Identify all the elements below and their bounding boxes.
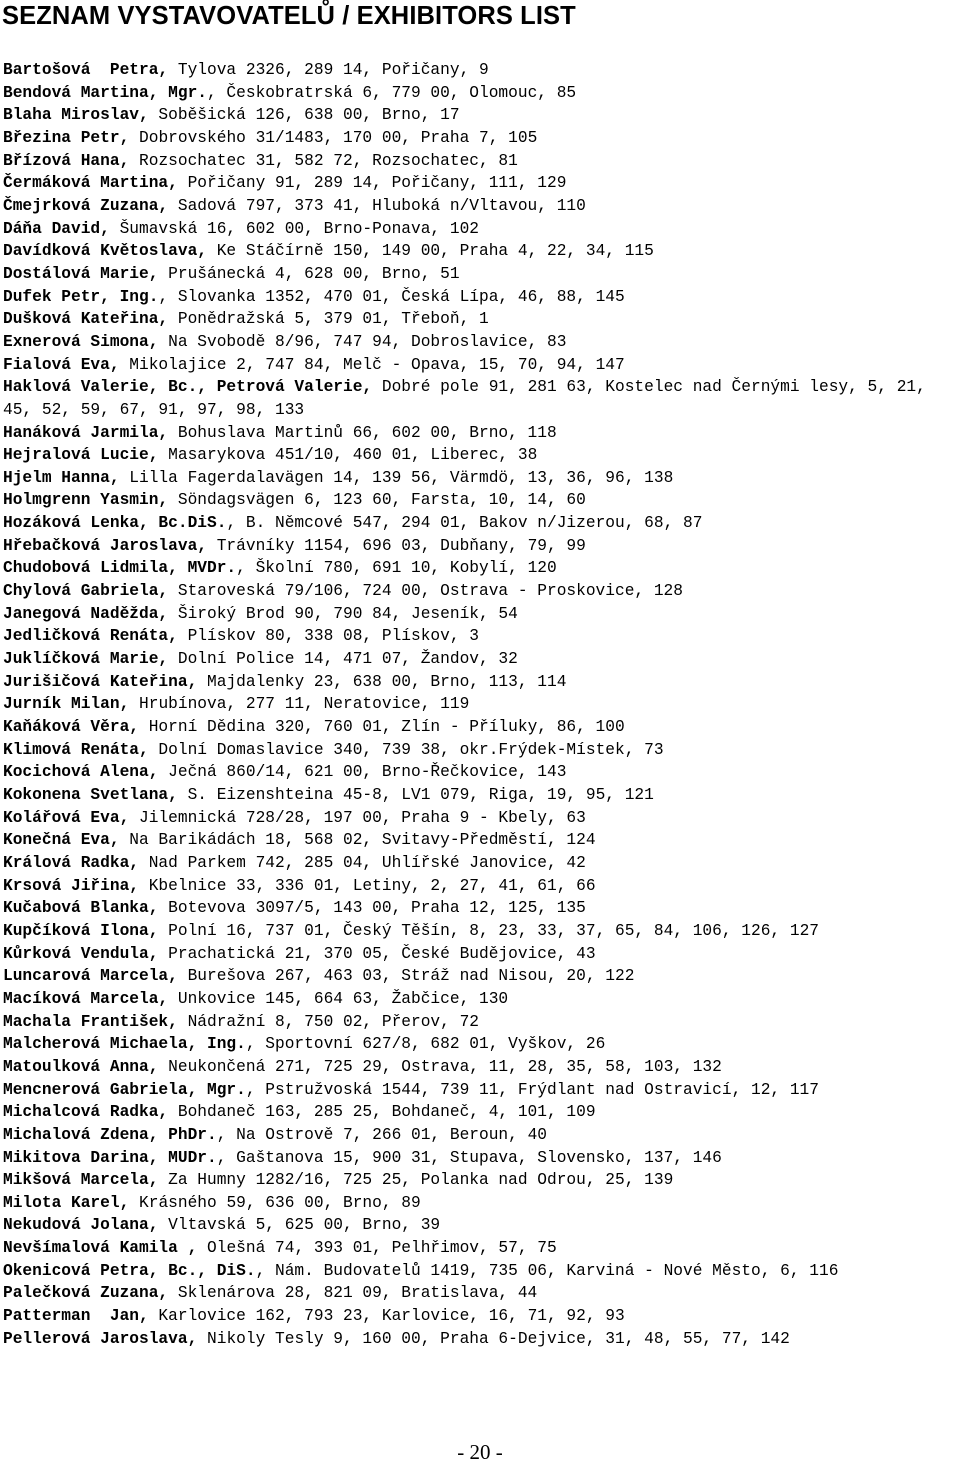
exhibitor-name: Dáňa David, <box>3 219 110 238</box>
exhibitor-name: Bendová Martina, Mgr. <box>3 83 207 102</box>
exhibitor-entry <box>3 807 959 830</box>
page-number: - 20 - <box>457 1440 503 1464</box>
exhibitor-name: Malcherová Michaela, Ing. <box>3 1035 246 1054</box>
exhibitor-name: Jurník Milan, <box>3 695 130 714</box>
exhibitor-name: Palečková Zuzana, <box>3 1284 169 1303</box>
exhibitor-address: Botevova 3097/5, 143 00, Praha 12, 125, 135 <box>158 899 586 918</box>
exhibitor-entry <box>3 1033 959 1056</box>
exhibitor-entry <box>3 82 959 105</box>
exhibitor-name: Juklíčková Marie, <box>3 650 169 669</box>
exhibitor-address: Polní 16, 737 01, Český Těšín, 8, 23, 33, 37, 65, 84, 106, 126, 127 <box>158 921 819 940</box>
exhibitor-entry <box>3 1328 959 1351</box>
exhibitor-entry <box>3 422 959 445</box>
exhibitor-name: Milota Karel, <box>3 1193 130 1212</box>
exhibitor-address: Lilla Fagerdalavägen 14, 139 56, Värmdö, 13, 36, 96, 138 <box>119 468 674 487</box>
exhibitor-name: Luncarová Marcela, <box>3 967 178 986</box>
exhibitor-entry <box>3 761 959 784</box>
exhibitor-entry <box>3 739 959 762</box>
exhibitor-name: Kučabová Blanka, <box>3 899 159 918</box>
exhibitor-entry <box>3 240 959 263</box>
exhibitor-entry <box>3 943 959 966</box>
exhibitor-name: Hřebačková Jaroslava, <box>3 536 207 555</box>
exhibitor-entry <box>3 489 959 512</box>
exhibitor-entry <box>3 557 959 580</box>
exhibitor-entry <box>3 829 959 852</box>
exhibitor-entry <box>3 1056 959 1079</box>
exhibitor-entry <box>3 1169 959 1192</box>
exhibitor-name: Kokonena Svetlana, <box>3 786 178 804</box>
exhibitor-address: Pořičany 91, 289 14, Pořičany, 111, 129 <box>177 174 567 193</box>
exhibitor-address: Majdalenky 23, 638 00, Brno, 113, 114 <box>197 672 567 691</box>
exhibitor-address: Za Humny 1282/16, 725 25, Polanka nad Odrou, 25, 139 <box>158 1171 674 1190</box>
exhibitor-entry <box>3 1124 959 1147</box>
exhibitor-address: Dolní Domaslavice 340, 739 38, okr.Frýdek-Místek, 73 <box>148 740 664 759</box>
exhibitor-address: Široký Brod 90, 790 84, Jeseník, 54 <box>168 604 518 623</box>
exhibitor-address: , Školní 780, 691 10, Kobylí, 120 <box>236 559 557 578</box>
exhibitor-address: Olešná 74, 393 01, Pelhřimov, 57, 75 <box>197 1239 557 1258</box>
exhibitor-entry <box>3 512 959 535</box>
exhibitor-entry <box>3 716 959 739</box>
exhibitor-address: Ječná 860/14, 621 00, Brno-Řečkovice, 143 <box>158 763 567 782</box>
exhibitor-address: Burešova 267, 463 03, Stráž nad Nisou, 20, 122 <box>177 967 635 986</box>
exhibitor-name: Konečná Eva, <box>3 831 120 850</box>
exhibitor-address: Sadová 797, 373 41, Hluboká n/Vltavou, 110 <box>168 196 586 215</box>
exhibitor-address: Nikoly Tesly 9, 160 00, Praha 6-Dejvice, 31, 48, 55, 77, 142 <box>197 1329 790 1348</box>
exhibitor-address: Horní Dědina 320, 760 01, Zlín - Příluky, 86, 100 <box>139 718 625 737</box>
exhibitor-entry <box>3 263 959 286</box>
exhibitor-address: Dobré pole 91, 281 63, Kostelec nad Černými lesy, 5, 21, 45, 52, 59, 67, 91, 97, 98, 133 <box>3 378 936 419</box>
exhibitor-entry <box>3 988 959 1011</box>
exhibitor-entry <box>3 625 959 648</box>
exhibitor-entry <box>3 1214 959 1237</box>
exhibitor-name: Davídková Květoslava, <box>3 242 207 261</box>
exhibitor-entry <box>3 331 959 354</box>
exhibitor-address: Dolní Police 14, 471 07, Žandov, 32 <box>168 650 518 669</box>
exhibitor-name: Blaha Miroslav, <box>3 106 149 125</box>
exhibitor-address: Šumavská 16, 602 00, Brno-Ponava, 102 <box>109 219 479 238</box>
exhibitor-entry <box>3 965 959 988</box>
exhibitor-name: Haklová Valerie, Bc., Petrová Valerie, <box>3 378 373 397</box>
exhibitor-name: Kolářová Eva, <box>3 808 130 827</box>
exhibitor-entry <box>3 1147 959 1170</box>
exhibitor-name: Dušková Kateřina, <box>3 310 169 329</box>
exhibitor-address: Söndagsvägen 6, 123 60, Farsta, 10, 14, 60 <box>168 491 586 510</box>
exhibitor-entry <box>3 875 959 898</box>
exhibitor-entry <box>3 308 959 331</box>
exhibitor-entry <box>3 104 959 127</box>
exhibitor-address: Vltavská 5, 625 00, Brno, 39 <box>158 1216 441 1235</box>
exhibitor-entry <box>3 172 959 195</box>
exhibitor-entry <box>3 671 959 694</box>
exhibitor-name: Čmejrková Zuzana, <box>3 196 169 215</box>
exhibitor-entry <box>3 467 959 490</box>
exhibitor-entry <box>3 1260 959 1283</box>
exhibitor-entry <box>3 920 959 943</box>
exhibitor-name: Okenicová Petra, Bc., DiS. <box>3 1261 256 1280</box>
exhibitor-address: Masarykova 451/10, 460 01, Liberec, 38 <box>158 446 538 465</box>
exhibitor-address: Soběšická 126, 638 00, Brno, 17 <box>148 106 460 125</box>
exhibitor-entry <box>3 1282 959 1305</box>
exhibitor-address: Plískov 80, 338 08, Plískov, 3 <box>177 627 479 646</box>
exhibitor-name: Kocichová Alena, <box>3 763 159 782</box>
exhibitor-name: Mikšová Marcela, <box>3 1171 159 1190</box>
exhibitor-address: Bohuslava Martinů 66, 602 00, Brno, 118 <box>168 423 557 442</box>
exhibitor-address: Jilemnická 728/28, 197 00, Praha 9 - Kbely, 63 <box>129 808 586 827</box>
exhibitor-address: Nad Parkem 742, 285 04, Uhlířské Janovice, 42 <box>139 853 586 872</box>
exhibitor-address: Prušánecká 4, 628 00, Brno, 51 <box>158 264 460 283</box>
exhibitor-address: Karlovice 162, 793 23, Karlovice, 16, 71, 92, 93 <box>148 1307 625 1326</box>
exhibitor-address: Nádražní 8, 750 02, Přerov, 72 <box>177 1012 479 1031</box>
exhibitor-address: Kbelnice 33, 336 01, Letiny, 2, 27, 41, 61, 66 <box>139 876 596 895</box>
exhibitor-name: Janegová Naděžda, <box>3 604 169 623</box>
exhibitor-name: Krsová Jiřina, <box>3 876 139 895</box>
exhibitor-address: Neukončená 271, 725 29, Ostrava, 11, 28, 35, 58, 103, 132 <box>158 1057 722 1076</box>
exhibitor-address: , Slovanka 1352, 470 01, Česká Lípa, 46, 88, 145 <box>158 287 625 306</box>
exhibitor-entry <box>3 1011 959 1034</box>
exhibitor-address: , Gaštanova 15, 900 31, Stupava, Slovensko, 137, 146 <box>216 1148 722 1167</box>
exhibitor-entry <box>3 1305 959 1328</box>
exhibitor-address: Staroveská 79/106, 724 00, Ostrava - Proskovice, 128 <box>168 582 683 601</box>
exhibitor-entry <box>3 1192 959 1215</box>
exhibitor-name: Hozáková Lenka, Bc.DiS. <box>3 514 227 533</box>
exhibitor-address: Prachatická 21, 370 05, České Budějovice, 43 <box>158 944 596 963</box>
exhibitor-address: , Sportovní 627/8, 682 01, Vyškov, 26 <box>245 1035 606 1054</box>
exhibitor-address: S. Eizenshteina 45-8, LV1 079, Riga, 19, 95, 121 <box>177 786 654 804</box>
exhibitor-address: , B. Němcové 547, 294 01, Bakov n/Jizerou, 68, 87 <box>226 514 703 533</box>
exhibitor-name: Kaňáková Věra, <box>3 718 139 737</box>
exhibitor-name: Holmgrenn Yasmin, <box>3 491 169 510</box>
exhibitor-name: Dufek Petr, Ing. <box>3 287 159 306</box>
exhibitor-address: Unkovice 145, 664 63, Žabčice, 130 <box>168 989 509 1008</box>
exhibitor-address: Krásného 59, 636 00, Brno, 89 <box>129 1193 421 1212</box>
exhibitor-entry <box>3 1079 959 1102</box>
page-title: SEZNAM VYSTAVOVATELŮ / EXHIBITORS LIST <box>2 2 576 30</box>
exhibitor-name: Nekudová Jolana, <box>3 1216 159 1235</box>
exhibitor-address: , Na Ostrově 7, 266 01, Beroun, 40 <box>216 1125 547 1144</box>
exhibitor-name: Bartošová Petra, <box>3 61 169 79</box>
exhibitor-name: Hanáková Jarmila, <box>3 423 169 442</box>
exhibitor-entry <box>3 648 959 671</box>
exhibitor-name: Klimová Renáta, <box>3 740 149 759</box>
exhibitor-address: Na Barikádách 18, 568 02, Svitavy-Předměstí, 124 <box>119 831 596 850</box>
exhibitor-entry <box>3 784 959 807</box>
exhibitor-address: Trávníky 1154, 696 03, Dubňany, 79, 99 <box>207 536 586 555</box>
exhibitor-entry <box>3 693 959 716</box>
exhibitor-entry <box>3 195 959 218</box>
exhibitor-name: Břízová Hana, <box>3 151 130 170</box>
exhibitor-name: Matoulková Anna, <box>3 1057 159 1076</box>
exhibitor-address: Mikolajice 2, 747 84, Melč - Opava, 15, 70, 94, 147 <box>119 355 625 374</box>
exhibitor-name: Chudobová Lidmila, MVDr. <box>3 559 237 578</box>
exhibitor-name: Nevšímalová Kamila , <box>3 1239 198 1258</box>
exhibitor-name: Pellerová Jaroslava, <box>3 1329 198 1348</box>
exhibitor-entry <box>3 1101 959 1124</box>
exhibitor-address: Rozsochatec 31, 582 72, Rozsochatec, 81 <box>129 151 518 170</box>
exhibitor-address: Ke Stáčírně 150, 149 00, Praha 4, 22, 34, 115 <box>207 242 654 261</box>
exhibitor-name: Mikitova Darina, MUDr. <box>3 1148 217 1167</box>
exhibitor-name: Fialová Eva, <box>3 355 120 374</box>
exhibitor-name: Kůrková Vendula, <box>3 944 159 963</box>
exhibitor-name: Hejralová Lucie, <box>3 446 159 465</box>
exhibitor-name: Chylová Gabriela, <box>3 582 169 601</box>
exhibitor-name: Exnerová Simona, <box>3 332 159 351</box>
exhibitor-name: Čermáková Martina, <box>3 174 178 193</box>
exhibitor-entry <box>3 376 959 421</box>
exhibitor-entry <box>3 603 959 626</box>
exhibitor-name: Kupčíková Ilona, <box>3 921 159 940</box>
exhibitor-name: Mencnerová Gabriela, Mgr. <box>3 1080 246 1099</box>
exhibitor-entry <box>3 580 959 603</box>
exhibitor-address: Ponědražská 5, 379 01, Třeboň, 1 <box>168 310 489 329</box>
exhibitor-address: , Pstružvoská 1544, 739 11, Frýdlant nad Ostravicí, 12, 117 <box>245 1080 819 1099</box>
exhibitor-entry <box>3 897 959 920</box>
exhibitor-name: Králová Radka, <box>3 853 139 872</box>
exhibitor-name: Michalcová Radka, <box>3 1103 169 1122</box>
exhibitor-entry <box>3 127 959 150</box>
exhibitor-entry <box>3 286 959 309</box>
exhibitor-name: Machala František, <box>3 1012 178 1031</box>
exhibitor-entry <box>3 852 959 875</box>
exhibitor-name: Hjelm Hanna, <box>3 468 120 487</box>
exhibitor-entry <box>3 59 959 82</box>
exhibitor-entry <box>3 354 959 377</box>
exhibitor-entry <box>3 535 959 558</box>
exhibitor-address: , Českobratrská 6, 779 00, Olomouc, 85 <box>207 83 577 102</box>
exhibitor-entry <box>3 1237 959 1260</box>
exhibitor-name: Patterman Jan, <box>3 1307 149 1326</box>
exhibitor-name: Michalová Zdena, PhDr. <box>3 1125 217 1144</box>
exhibitor-address: Hrubínova, 277 11, Neratovice, 119 <box>129 695 470 714</box>
exhibitor-address: Bohdaneč 163, 285 25, Bohdaneč, 4, 101, 109 <box>168 1103 596 1122</box>
exhibitor-name: Macíková Marcela, <box>3 989 169 1008</box>
exhibitor-entry <box>3 218 959 241</box>
exhibitor-address: Sklenárova 28, 821 09, Bratislava, 44 <box>168 1284 538 1303</box>
exhibitor-name: Březina Petr, <box>3 128 130 147</box>
exhibitor-entry <box>3 150 959 173</box>
exhibitor-address: , Nám. Budovatelů 1419, 735 06, Karviná - Nové Město, 6, 116 <box>255 1261 839 1280</box>
exhibitor-address: Na Svobodě 8/96, 747 94, Dobroslavice, 83 <box>158 332 567 351</box>
exhibitor-address: Tylova 2326, 289 14, Pořičany, 9 <box>168 61 489 79</box>
exhibitor-address: Dobrovského 31/1483, 170 00, Praha 7, 105 <box>129 128 538 147</box>
exhibitor-entry <box>3 444 959 467</box>
exhibitor-name: Jedličková Renáta, <box>3 627 178 646</box>
exhibitor-name: Jurišičová Kateřina, <box>3 672 198 691</box>
exhibitor-list <box>3 59 959 1350</box>
exhibitor-name: Dostálová Marie, <box>3 264 159 283</box>
